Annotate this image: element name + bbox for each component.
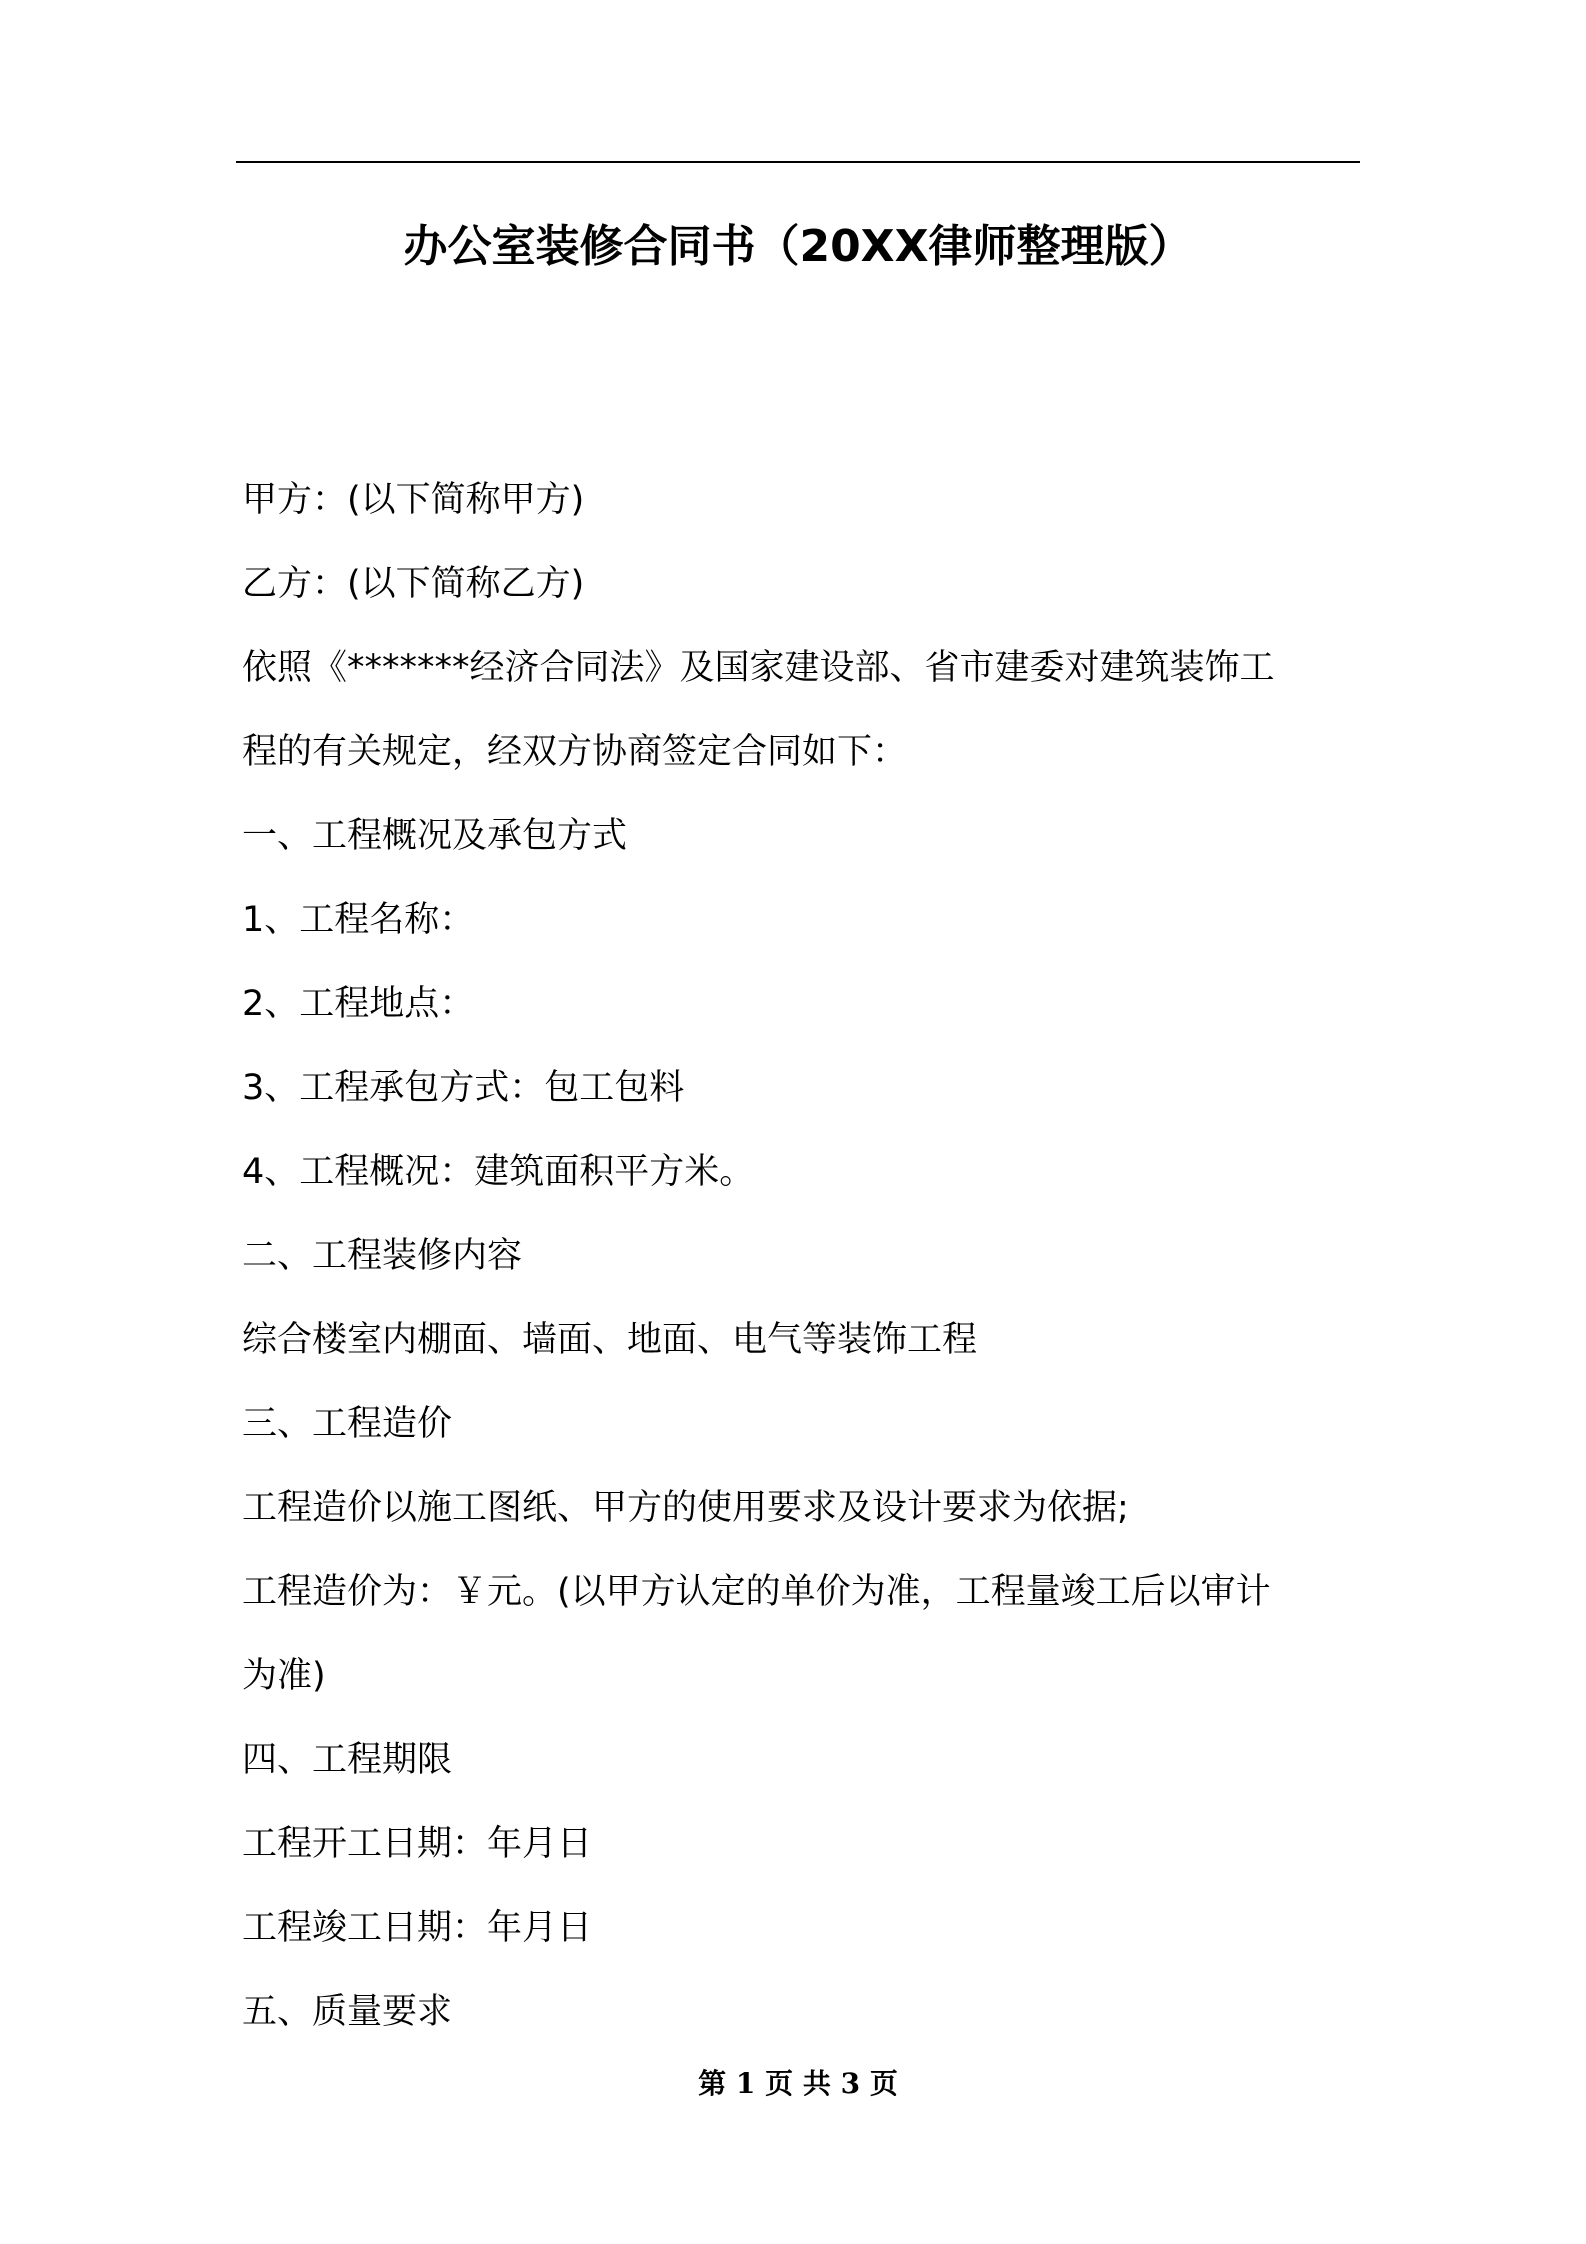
document-title: 办公室装修合同书（20XX律师整理版） — [403, 221, 1193, 272]
header-rule — [236, 161, 1360, 163]
contract-method-line: 3、工程承包方式：包工包料 — [242, 1068, 685, 1108]
section-heading-4: 四、工程期限 — [242, 1740, 453, 1780]
decoration-scope-line: 综合楼室内棚面、墙面、地面、电气等装饰工程 — [242, 1320, 978, 1360]
cost-basis-line: 工程造价以施工图纸、甲方的使用要求及设计要求为依据; — [242, 1488, 1129, 1528]
completion-date-line: 工程竣工日期：年月日 — [242, 1908, 593, 1948]
section-heading-3: 三、工程造价 — [242, 1404, 453, 1444]
project-overview-line: 4、工程概况：建筑面积平方米。 — [242, 1152, 755, 1192]
project-location-line: 2、工程地点： — [242, 984, 475, 1024]
party-a-line: 甲方：(以下简称甲方) — [242, 480, 585, 520]
cost-amount-line-2: 为准) — [242, 1656, 326, 1696]
party-b-line: 乙方：(以下简称乙方) — [242, 564, 585, 604]
section-heading-2: 二、工程装修内容 — [242, 1236, 523, 1276]
page-number: 第 1 页 共 3 页 — [698, 2067, 898, 2100]
section-heading-5: 五、质量要求 — [242, 1992, 453, 2032]
start-date-line: 工程开工日期：年月日 — [242, 1824, 593, 1864]
preamble-line-1: 依照《*******经济合同法》及国家建设部、省市建委对建筑装饰工 — [242, 648, 1275, 688]
cost-amount-line-1: 工程造价为：￥元。(以甲方认定的单价为准，工程量竣工后以审计 — [242, 1572, 1271, 1612]
document-body — [242, 458, 1362, 2054]
section-heading-1: 一、工程概况及承包方式 — [242, 816, 628, 856]
preamble-line-2: 程的有关规定，经双方协商签定合同如下： — [242, 732, 908, 772]
project-name-line: 1、工程名称： — [242, 900, 475, 940]
